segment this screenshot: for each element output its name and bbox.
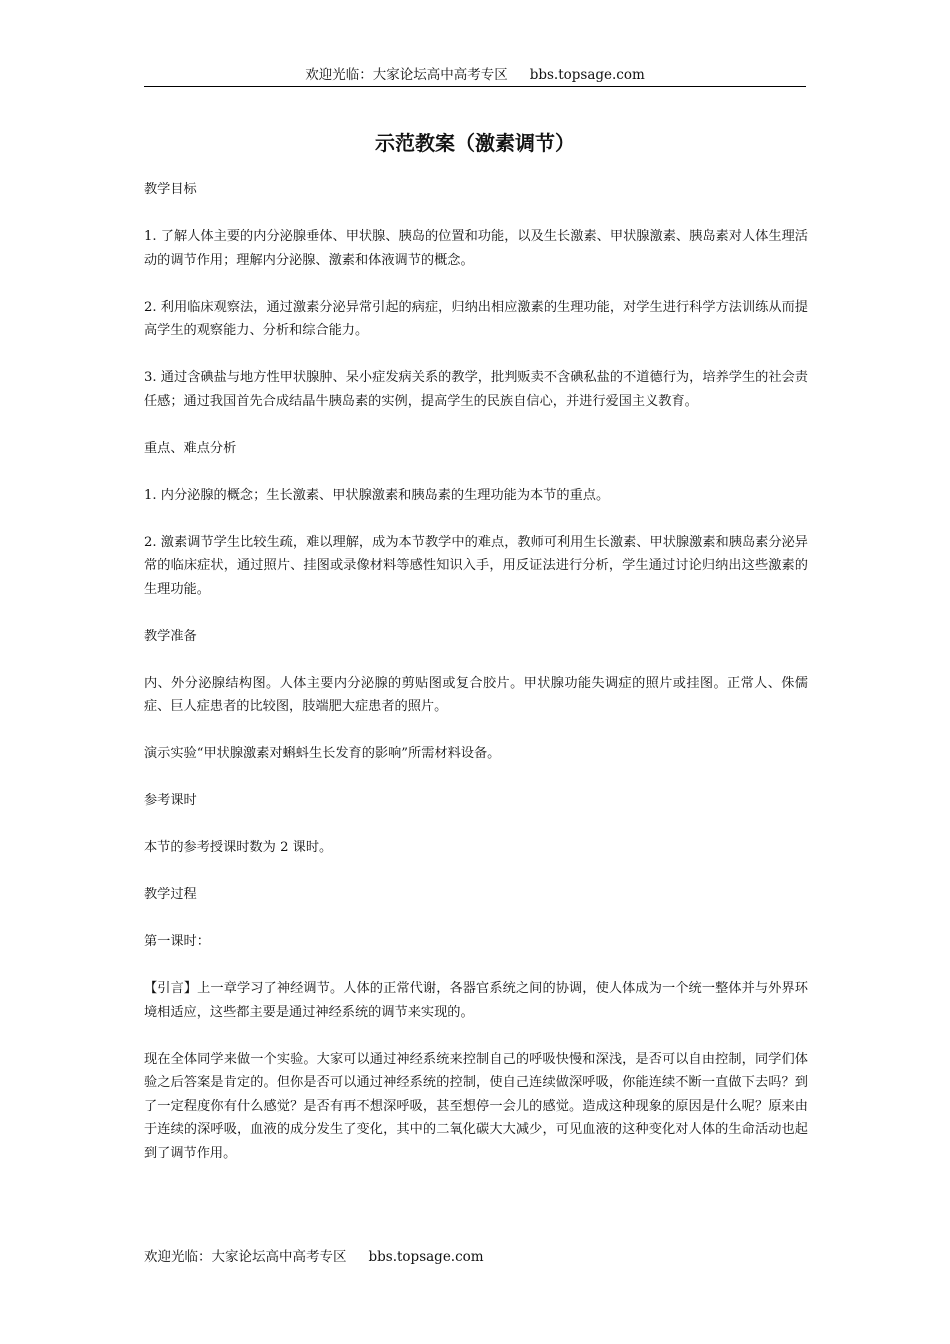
document-body (144, 178, 808, 1189)
paragraph: 1. 了解人体主要的内分泌腺垂体、甲状腺、胰岛的位置和功能，以及生长激素、甲状腺激素、胰岛素对人体生理活动的调节作用；理解内分泌腺、激素和体液调节的概念。 (144, 229, 808, 268)
section-heading-teaching-process: 教学过程 (144, 887, 197, 902)
footer-site-link[interactable]: bbs.topsage.com (368, 1249, 484, 1265)
paragraph: 内、外分泌腺结构图。人体主要内分泌腺的剪贴图或复合胶片。甲状腺功能失调症的照片或挂图。正常人、侏儒症、巨人症患者的比较图，肢端肥大症患者的照片。 (144, 675, 808, 714)
paragraph: 2. 激素调节学生比较生疏，难以理解，成为本节教学中的难点，教师可利用生长激素、甲状腺激素和胰岛素分泌异常的临床症状，通过照片、挂图或录像材料等感性知识入手，用反证法进行分析，学生通过讨论归纳出这些激素的生理功能。 (144, 534, 808, 597)
section-heading-class-hours: 参考课时 (144, 793, 197, 808)
header-welcome-text: 欢迎光临：大家论坛高中高考专区 (305, 67, 508, 83)
paragraph: 本节的参考授课时数为 2 课时。 (144, 840, 333, 855)
page-header (144, 64, 806, 87)
paragraph: 现在全体同学来做一个实验。大家可以通过神经系统来控制自己的呼吸快慢和深浅，是否可以自由控制，同学们体验之后答案是肯定的。但你是否可以通过神经系统的控制，使自己连续做深呼吸，你能连续不断一直做下去吗？到了一定程度你有什么感觉？是否有再不想深呼吸，甚至想停一会儿的感觉。造成这种现象的原因是什么呢？原来由于连续的深呼吸，血液的成分发生了变化，其中的二氧化碳大大减少，可见血液的这种变化对人体的生命活动也起到了调节作用。 (144, 1051, 808, 1161)
paragraph: 1. 内分泌腺的概念；生长激素、甲状腺激素和胰岛素的生理功能为本节的重点。 (144, 487, 610, 503)
section-heading-preparation: 教学准备 (144, 628, 197, 644)
document-title: 示范教案（激素调节） (375, 131, 575, 155)
paragraph: 【引言】上一章学习了神经调节。人体的正常代谢，各器官系统之间的协调，使人体成为一个统一整体并与外界环境相适应，这些都主要是通过神经系统的调节来实现的。 (144, 981, 808, 1020)
header-site-link[interactable]: bbs.topsage.com (529, 67, 645, 83)
section-heading-key-points: 重点、难点分析 (144, 440, 237, 456)
section-heading-objectives: 教学目标 (144, 182, 197, 197)
paragraph: 第一课时： (144, 934, 210, 949)
paragraph: 演示实验“甲状腺激素对蝌蚪生长发育的影响”所需材料设备。 (144, 746, 501, 761)
paragraph: 3. 通过含碘盐与地方性甲状腺肿、呆小症发病关系的教学，批判贩卖不含碘私盐的不道德行为，培养学生的社会责任感；通过我国首先合成结晶牛胰岛素的实例，提高学生的民族自信心，并进行爱国主义教育。 (144, 370, 808, 409)
page-footer (144, 1246, 484, 1268)
paragraph: 2. 利用临床观察法，通过激素分泌异常引起的病症，归纳出相应激素的生理功能，对学生进行科学方法训练从而提高学生的观察能力、分析和综合能力。 (144, 299, 808, 338)
footer-welcome-text: 欢迎光临：大家论坛高中高考专区 (144, 1249, 347, 1265)
